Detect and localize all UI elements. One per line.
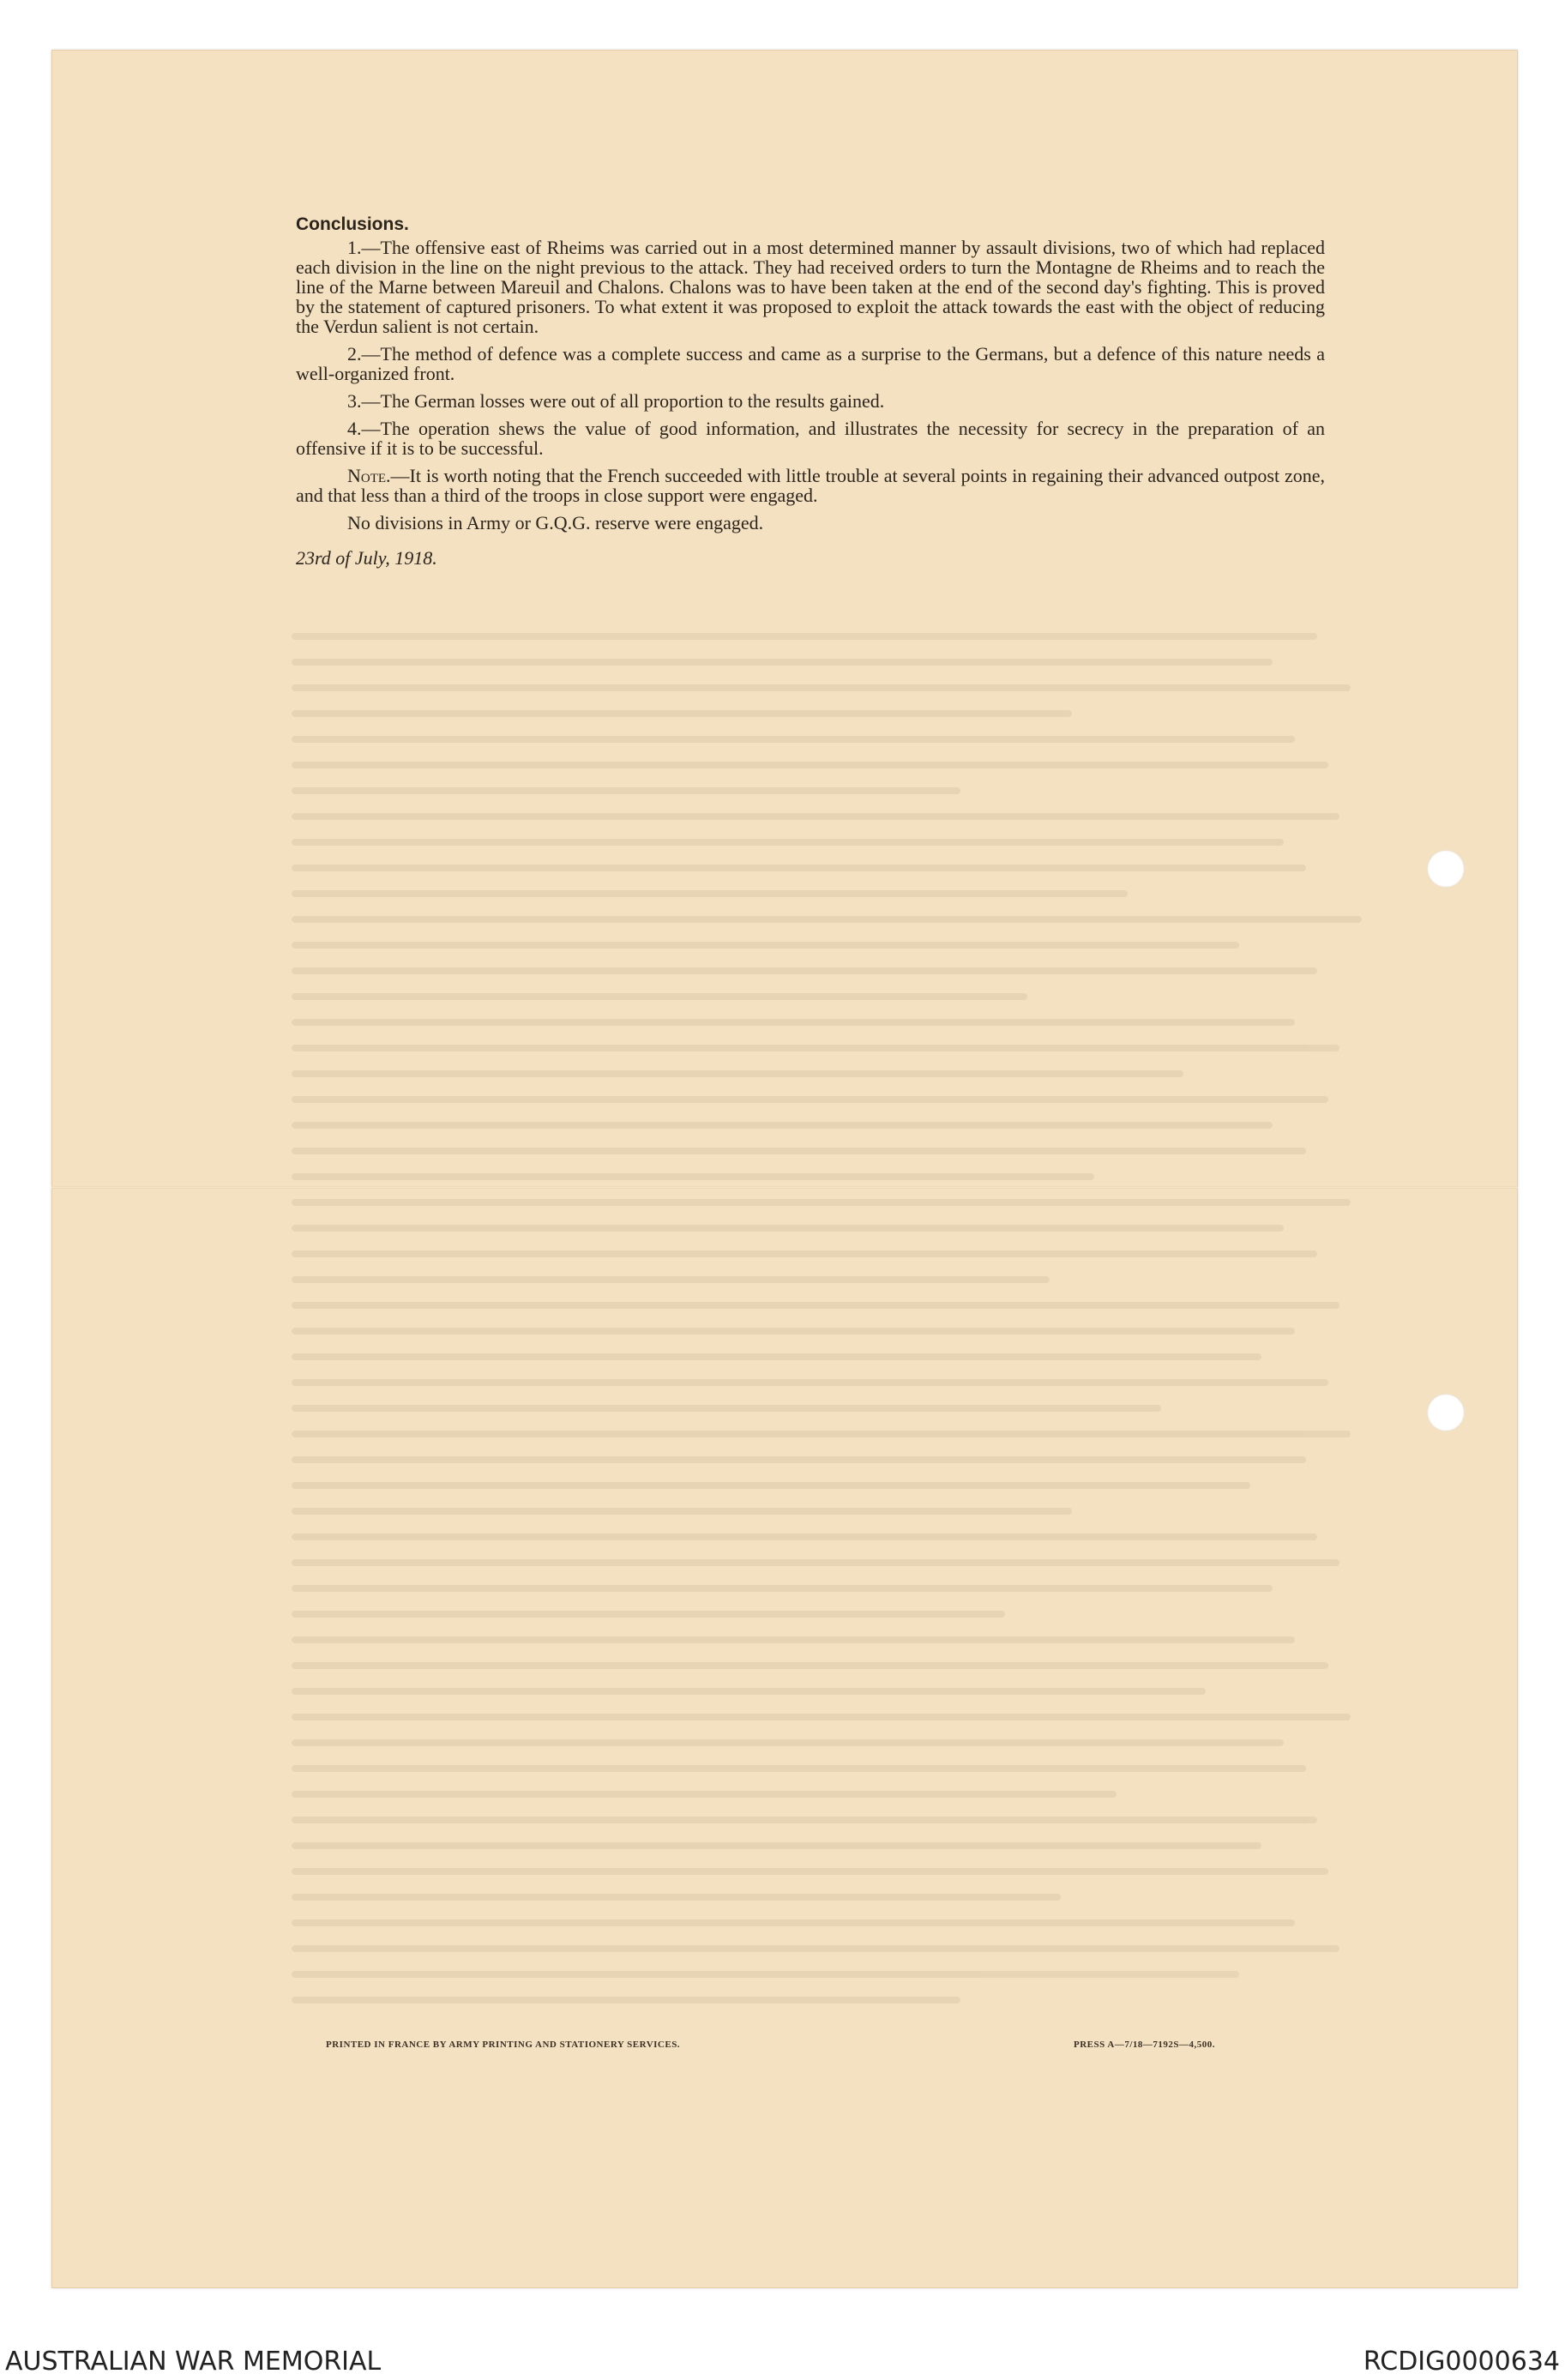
note-text: —It is worth noting that the French succeeded with little trouble at several points in regaining their advanced outpost zone, and that less than a third of the troops in close support were engaged. (296, 465, 1325, 506)
conclusion-paragraph-3: 3.—The German losses were out of all proportion to the results gained. (347, 390, 885, 412)
printer-imprint: PRINTED IN FRANCE BY ARMY PRINTING AND STATIONERY SERVICES. (326, 2040, 681, 2050)
show-through-text (292, 633, 1406, 2091)
section-heading: Conclusions. (296, 214, 409, 234)
conclusion-paragraph-1: 1.—The offensive east of Rheims was carried out in a most determined manner by assault divisions, two of which had replaced each division in the line on the night previous to the attack. They had received orders to turn the Montagne de Rheims and to reach the line of the Marne between Mareuil and Chalons. Chalons was to have been taken at the end of the second day's fighting. This is proved by the statement of captured prisoners. To what extent it was proposed to exploit the attack towards the east with the object of reducing the Verdun salient is not certain. (296, 237, 1325, 337)
conclusion-paragraph-4: 4.—The operation shews the value of good information, and illustrates the necessity for secrecy in the preparation of an offensive if it is to be successful. (296, 418, 1325, 459)
punch-hole-lower (1427, 1394, 1465, 1431)
archive-caption-bar (0, 2343, 1565, 2380)
note-label: Note. (347, 465, 391, 486)
conclusion-paragraph-2: 2.—The method of defence was a complete success and came as a surprise to the Germans, but a defence of this nature needs a well-organized front. (296, 343, 1325, 384)
press-number: PRESS A—7/18—7192S—4,500. (1074, 2040, 1215, 2050)
document-body (296, 214, 1325, 568)
document-date: 23rd of July, 1918. (296, 547, 437, 569)
punch-hole-upper (1427, 850, 1465, 888)
record-id: RCDIG0000634 (1363, 2347, 1560, 2377)
final-paragraph: No divisions in Army or G.Q.G. reserve were engaged. (347, 512, 764, 533)
note-paragraph (296, 466, 1325, 505)
institution-name: AUSTRALIAN WAR MEMORIAL (5, 2347, 382, 2377)
